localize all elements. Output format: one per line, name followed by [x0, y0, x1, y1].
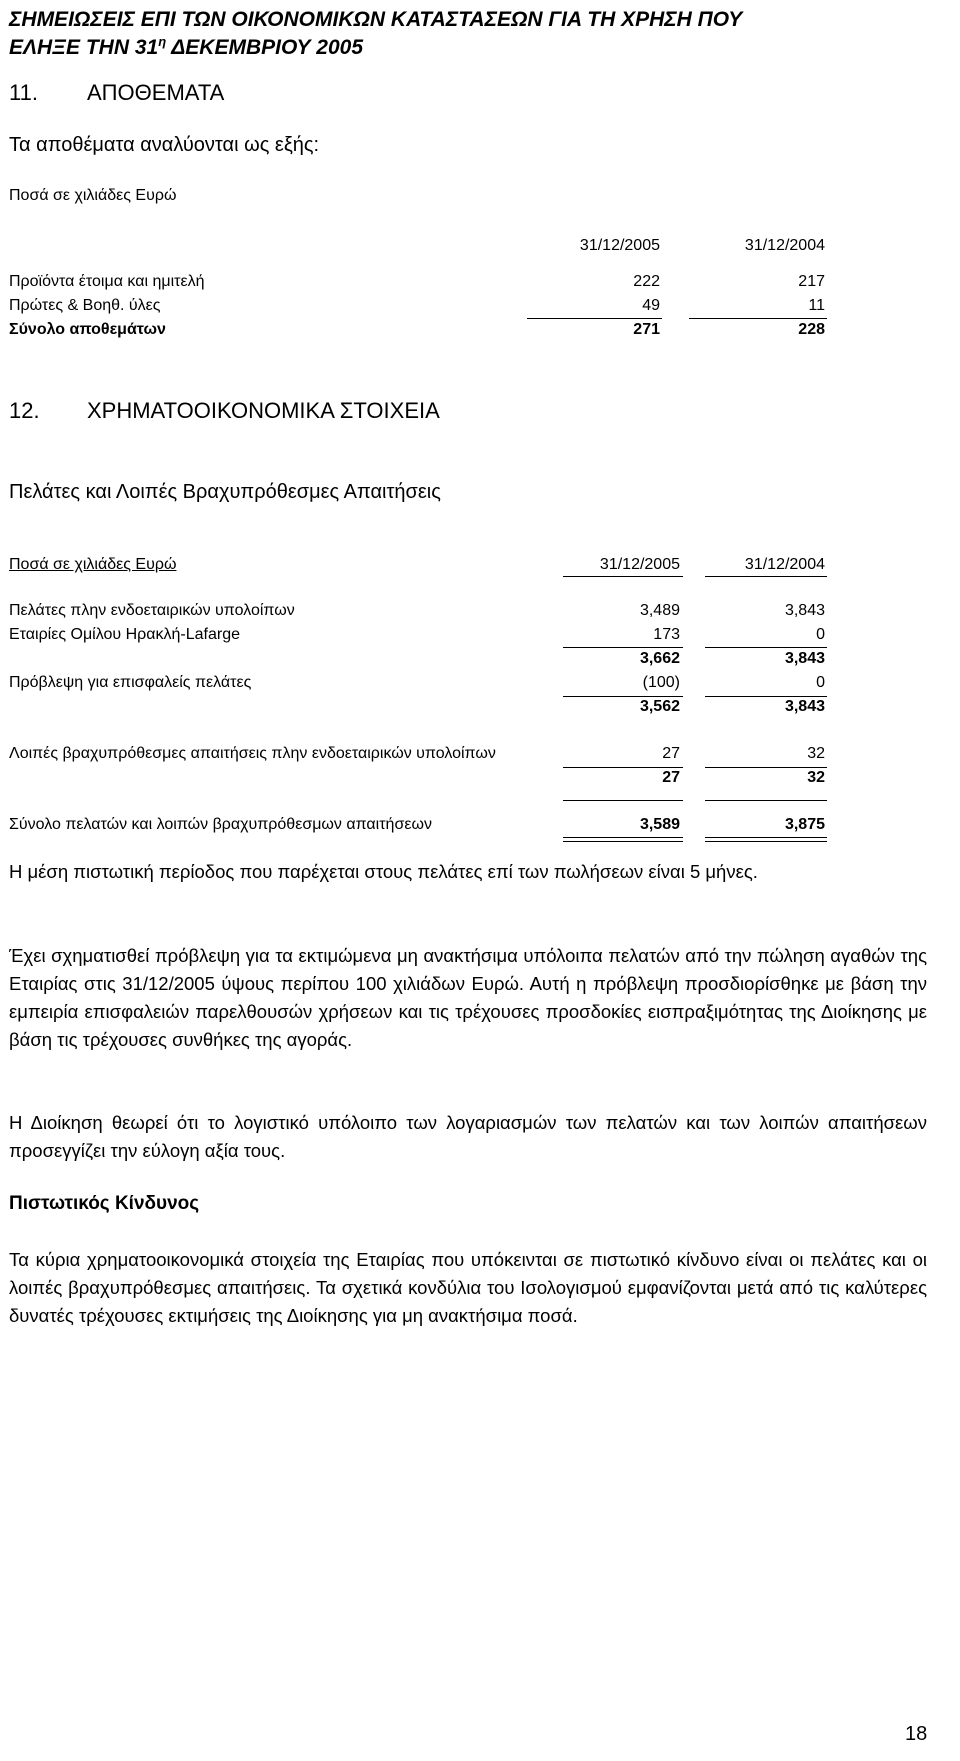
title-superscript: η — [158, 34, 167, 49]
section-12-title: ΧΡΗΜΑΤΟΟΙΚΟΝΟΜΙΚΑ ΣΤΟΙΧΕΙΑ — [87, 398, 440, 423]
credit-risk-heading: Πιστωτικός Κίνδυνος — [9, 1193, 200, 1214]
section-11-col-2005: 31/12/2005 — [579, 237, 660, 254]
section-11-intro: Τα αποθέματα αναλύονται ως εξής: — [9, 134, 320, 156]
section-11-rule-2004 — [689, 318, 827, 319]
section-11-col-2004: 31/12/2004 — [744, 237, 825, 254]
title-line-2: ΕΛΗΞΕ ΤΗΝ $31^\eta$ ΔΕΚΕΜΒΡΙΟΥ 2005 — [9, 34, 364, 59]
section-12-header-rule-2005 — [563, 576, 683, 577]
title-line-1: ΣΗΜΕΙΩΣΕΙΣ ΕΠΙ ΤΩΝ ΟΙΚΟΝΟΜΙΚΩΝ ΚΑΤΑΣΤΑΣΕΩΝ ΓΙΑ ΤΗ ΧΡΗΣΗ ΠΟΥ — [9, 8, 743, 31]
paragraph-credit-risk: Τα κύρια χρηματοοικονομικά στοιχεία της Εταιρίας που υπόκεινται σε πιστωτικό κίνδυνο είναι οι πελάτες και οι λοιπές βραχυπρόθεσμες απαιτήσεις. Τα σχετικά κονδύλια του Ισολογισμού εμφανίζονται μετά από τις καλύτερες δυνατές τρέχουσες εκτιμήσεις της Διοίκησης για μη ανακτήσιμα ποσά. — [9, 1249, 927, 1326]
subtotal-1-rule-2005 — [563, 647, 683, 648]
section-12-heading — [9, 398, 440, 424]
total-double-rule-a-2005 — [563, 837, 683, 838]
section-12-header-rule-2004 — [705, 576, 827, 577]
section-12-currency-note: Ποσά σε χιλιάδες Ευρώ — [9, 556, 177, 573]
page-number: 18 — [905, 1723, 928, 1745]
section-12-col-2005: 31/12/2005 — [599, 556, 680, 573]
paragraph-credit-period: Η μέση πιστωτική περίοδος που παρέχεται στους πελάτες επί των πωλήσεων είναι 5 μήνες. — [9, 861, 758, 882]
section-11-number: 11. — [9, 80, 38, 105]
subtotal-1-rule-2004 — [705, 647, 827, 648]
section-12-col-2004: 31/12/2004 — [744, 556, 825, 573]
section-11-heading — [9, 80, 224, 106]
total-double-rule-b-2005 — [563, 841, 683, 842]
document-title — [9, 6, 742, 62]
total-upper-rule-2004 — [705, 800, 827, 801]
paragraph-provision: Έχει σχηματισθεί πρόβλεψη για τα εκτιμώμενα μη ανακτήσιμα υπόλοιπα πελατών από την πώληση αγαθών της Εταιρίας στις 31/12/2005 ύψους περίπου 100 χιλιάδων Ευρώ. Αυτή η πρόβλεψη προσδιορίσθηκε με βάση την εμπειρία επισφαλειών παρελθουσών χρήσεων και τις τρέχουσες προσδοκίες εισπραξιμότητας της Διοίκησης με βάση τις τρέχουσες συνθήκες της αγοράς. — [9, 945, 927, 1050]
section-11-title: ΑΠΟΘΕΜΑΤΑ — [87, 80, 225, 105]
total-upper-rule-2005 — [563, 800, 683, 801]
total-double-rule-a-2004 — [705, 837, 827, 838]
total-double-rule-b-2004 — [705, 841, 827, 842]
section-12-number: 12. — [9, 398, 40, 423]
section-11-rule-2005 — [527, 318, 662, 319]
paragraph-fair-value: Η Διοίκηση θεωρεί ότι το λογιστικό υπόλοιπο των λογαριασμών των πελατών και των λοιπών απαιτήσεων προσεγγίζει την εύλογη αξία τους. — [9, 1112, 927, 1161]
section-12-subtitle: Πελάτες και Λοιπές Βραχυπρόθεσμες Απαιτήσεις — [9, 481, 441, 503]
section-11-currency-note: Ποσά σε χιλιάδες Ευρώ — [9, 187, 177, 204]
